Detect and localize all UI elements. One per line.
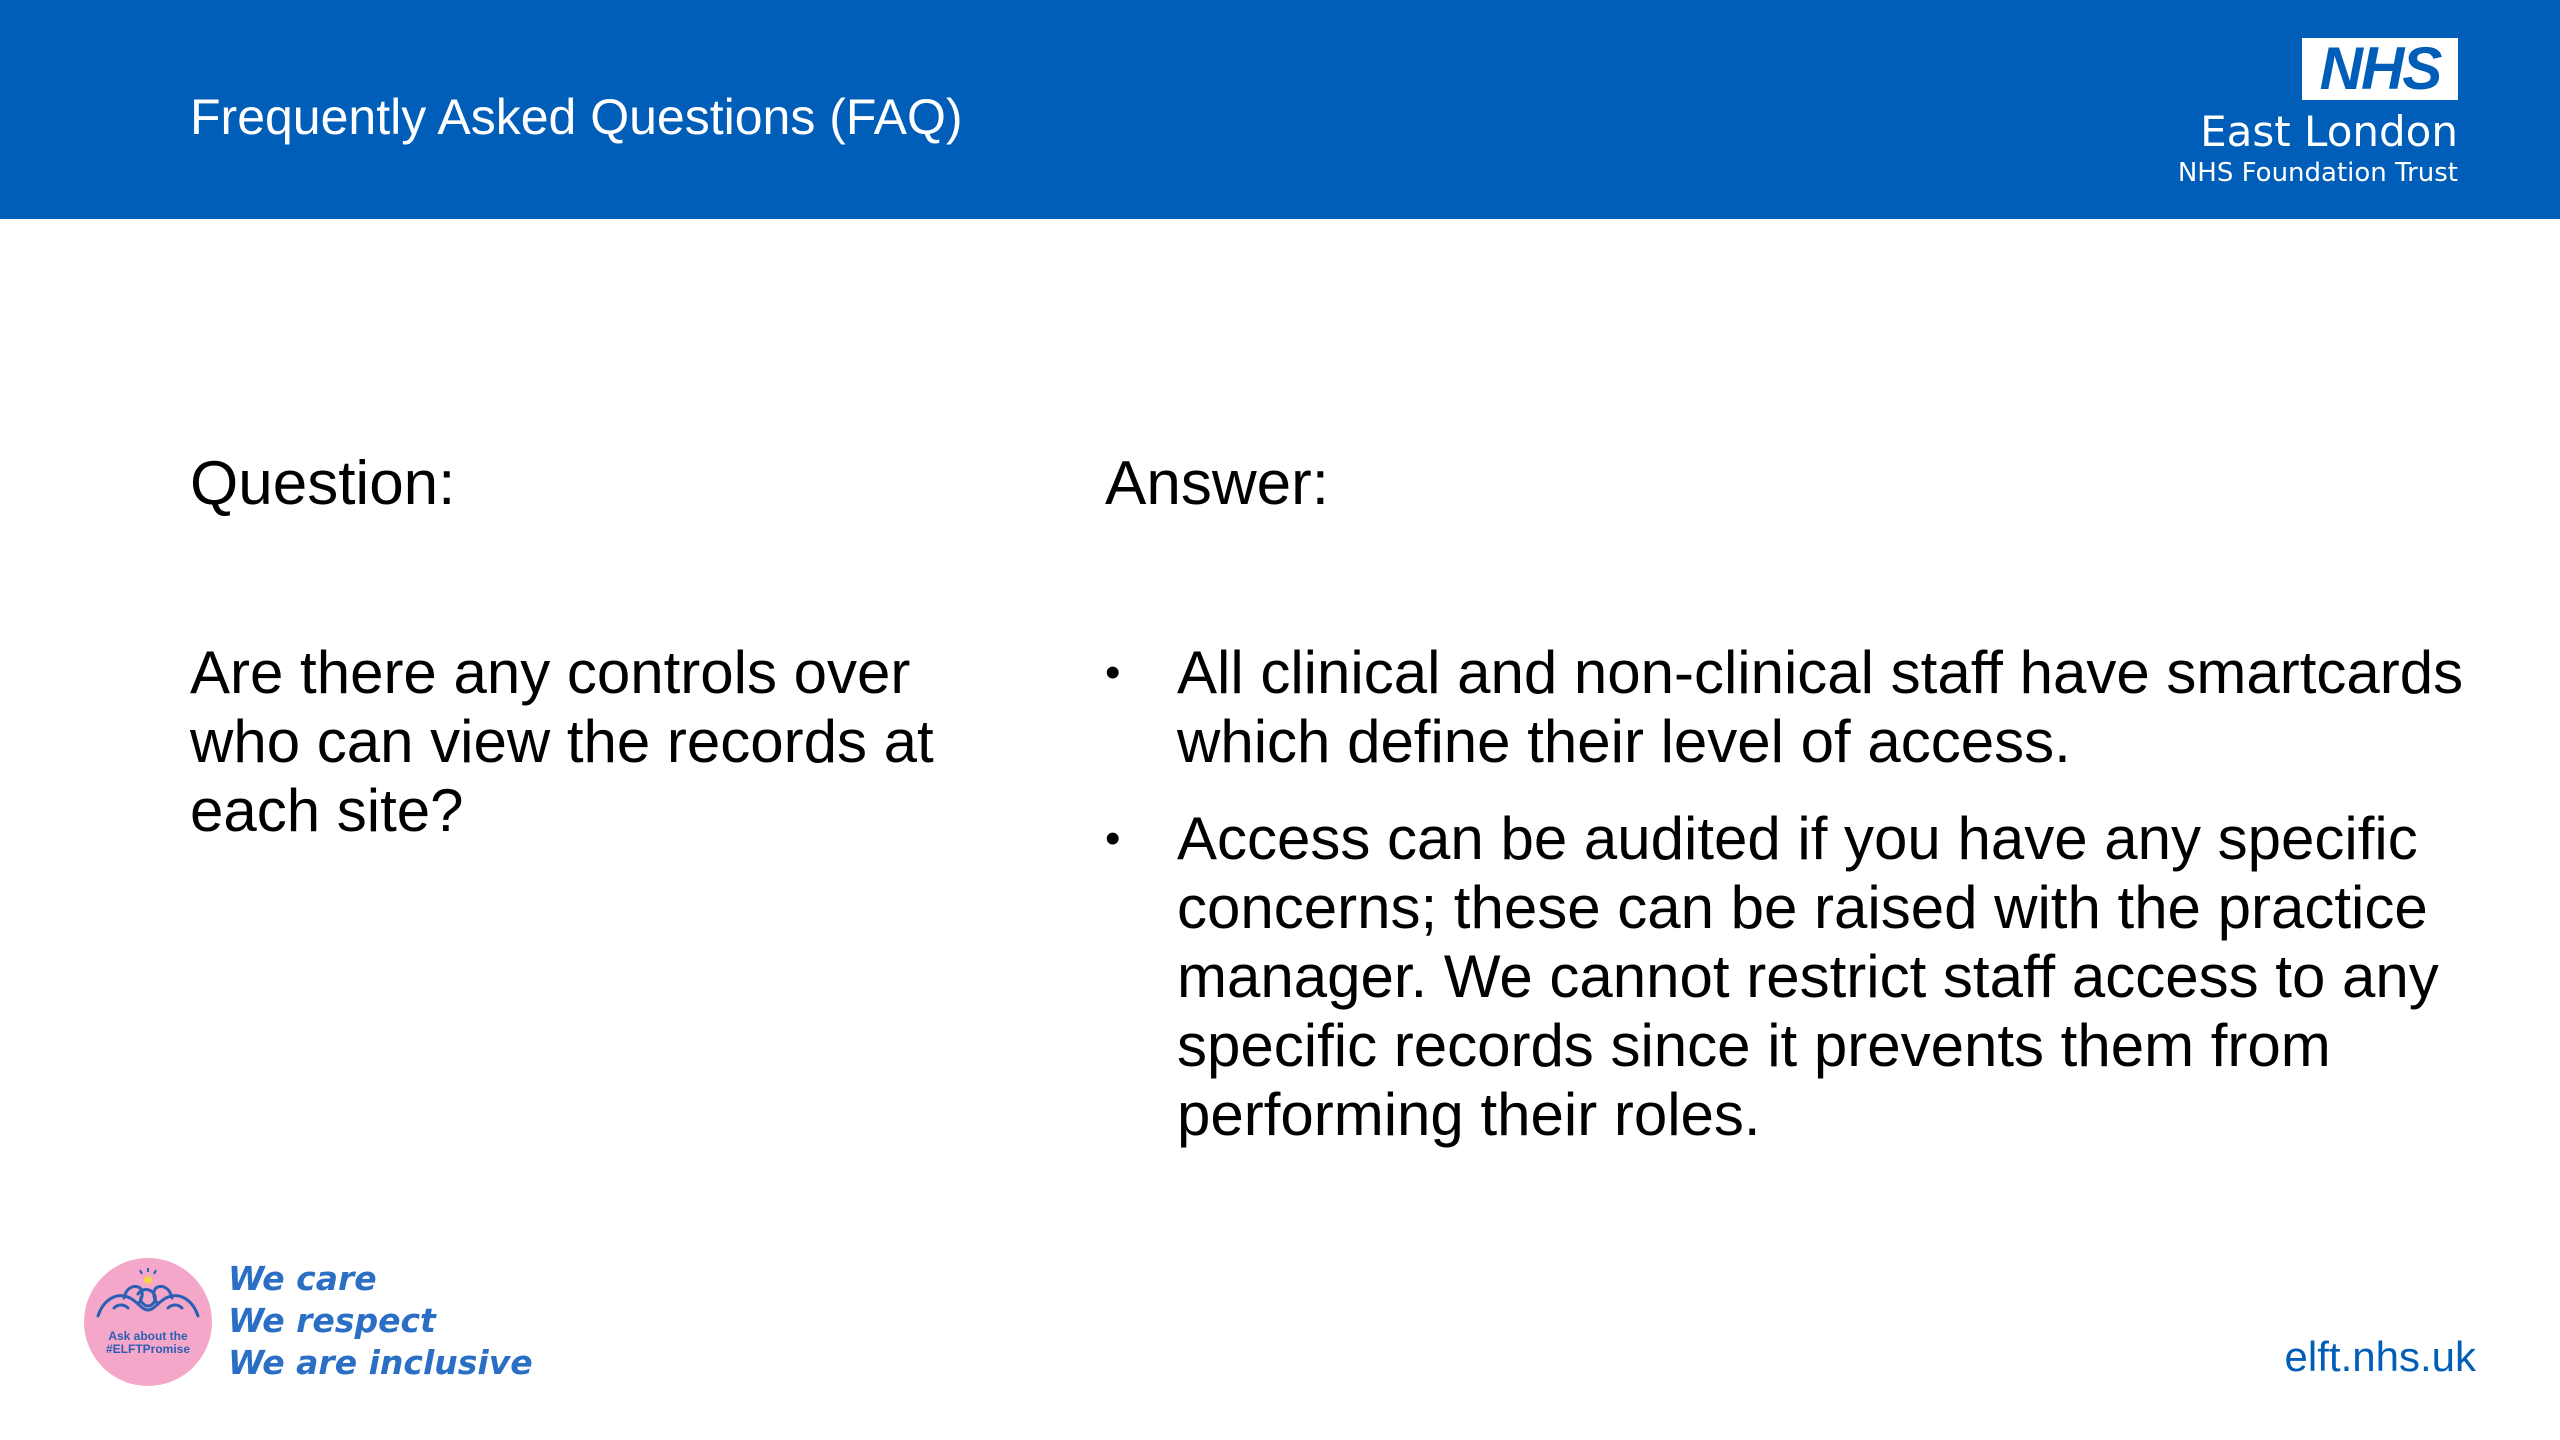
answer-item-text: Access can be audited if you have any specific concerns; these can be raised with the practice manager. We cannot restrict staff access to any specific records since it prevents them from performing their roles.: [1177, 805, 2439, 1148]
nhs-org-name: East London: [2200, 107, 2458, 156]
answer-item-text: All clinical and non-clinical staff have smartcards which define their level of access.: [1177, 639, 2464, 775]
trust-values: [228, 1258, 533, 1384]
nhs-lozenge-logo: NHS: [2302, 38, 2458, 100]
bullet-icon: •: [1105, 814, 1121, 863]
elft-promise-badge: [84, 1258, 212, 1386]
answer-item: [1105, 804, 2465, 1149]
bullet-icon: •: [1105, 648, 1121, 697]
footer-url[interactable]: elft.nhs.uk: [2284, 1333, 2476, 1380]
question-text: Are there any controls over who can view the records at each site?: [190, 639, 934, 844]
page-title: Frequently Asked Questions (FAQ): [190, 89, 963, 145]
nhs-logo: [2177, 35, 2458, 190]
question-label: Question:: [190, 449, 456, 518]
answer-label: Answer:: [1105, 449, 1329, 518]
value-inclusive: We are inclusive: [228, 1343, 533, 1382]
badge-caption-line1: Ask about the: [108, 1329, 188, 1343]
header-bar: [0, 0, 2560, 219]
badge-caption: [84, 1330, 212, 1356]
answer-list: [1105, 638, 2465, 1177]
linked-hands-icon: [84, 1258, 212, 1386]
answer-item: [1105, 638, 2465, 776]
value-care: We care: [228, 1259, 377, 1298]
badge-caption-line2: #ELFTPromise: [105, 1342, 191, 1356]
value-respect: We respect: [228, 1301, 436, 1340]
nhs-trust-name: NHS Foundation Trust: [2177, 158, 2458, 188]
